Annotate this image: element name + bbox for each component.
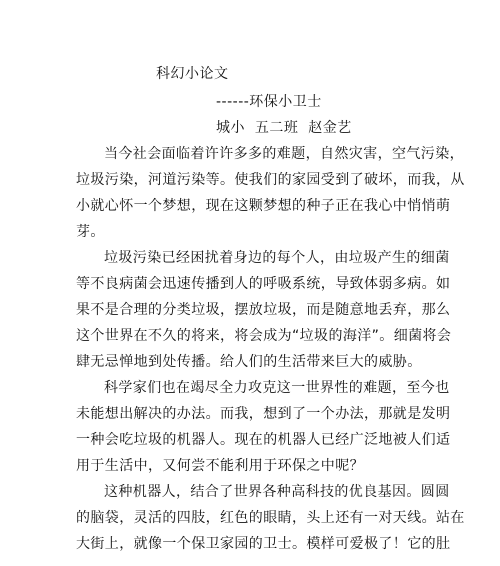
paragraph-line: 垃圾污染，河道污染等。使我们的家园受到了破坏，而我，从	[76, 172, 465, 188]
paragraph-line: 小就心怀一个梦想，现在这颗梦想的种子正在我心中悄悄萌	[76, 198, 451, 214]
paragraph-line: 大街上，就像一个保卫家园的卫士。模样可爱极了！它的肚	[76, 536, 451, 552]
essay-subtitle: ------环保小卫士	[216, 94, 322, 110]
paragraph-line: 一种会吃垃圾的机器人。现在的机器人已经广泛地被人们适	[76, 432, 451, 448]
paragraph-line: 芽。	[76, 224, 105, 240]
paragraph-line: 垃圾污染已经困扰着身边的每个人，由垃圾产生的细菌	[104, 250, 450, 266]
paragraph-line: 果不是合理的分类垃圾，摆放垃圾，而是随意地丢弃，那么	[76, 302, 451, 318]
essay-author: 城小 五二班 赵金艺	[216, 120, 352, 136]
paragraph-line: 肆无忌惮地到处传播。给人们的生活带来巨大的威胁。	[76, 354, 422, 370]
essay-title: 科幻小论文	[156, 66, 229, 82]
paragraph-line: 用于生活中，又何尝不能利用于环保之中呢？	[76, 458, 364, 474]
paragraph-line: 的脑袋，灵活的四肢，红色的眼睛，头上还有一对天线。站在	[76, 510, 465, 526]
paragraph-line: 未能想出解决的办法。而我，想到了一个办法，那就是发明	[76, 406, 451, 422]
paragraph-line: 这种机器人，结合了世界各种高科技的优良基因。圆圆	[104, 484, 450, 500]
paragraph-line: 等不良病菌会迅速传播到人的呼吸系统，导致体弱多病。如	[76, 276, 451, 292]
paragraph-line: 当今社会面临着许许多多的难题，自然灾害，空气污染，	[104, 146, 464, 162]
paragraph-line: 这个世界在不久的将来，将会成为“垃圾的海洋”。细菌将会	[76, 328, 452, 344]
paragraph-line: 科学家们也在竭尽全力攻克这一世界性的难题，至今也	[104, 380, 450, 396]
